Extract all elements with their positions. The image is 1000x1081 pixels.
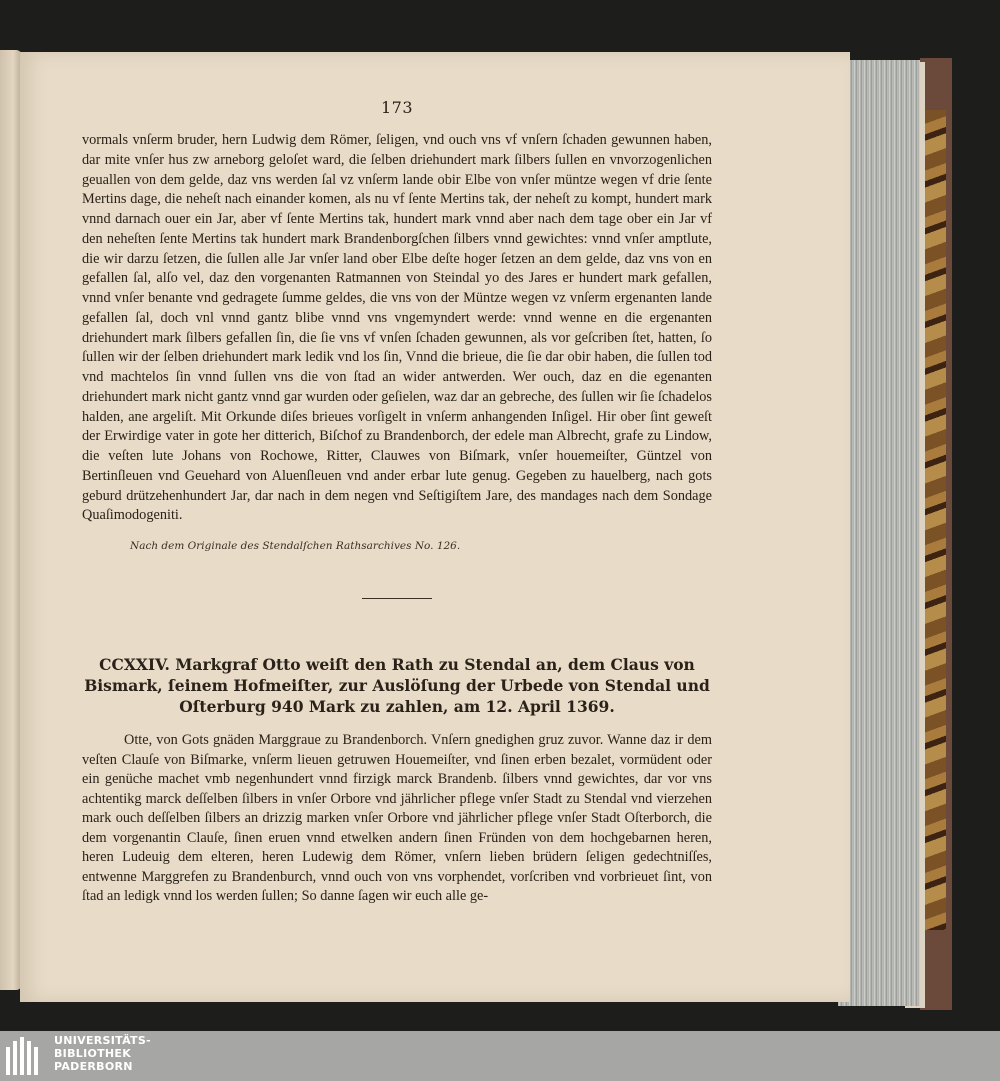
page-number: 173 xyxy=(380,98,414,117)
section-divider xyxy=(362,598,432,599)
library-name-line-3: PADERBORN xyxy=(54,1060,133,1073)
library-footer-bar xyxy=(0,1031,1000,1081)
library-name-line-2: BIBLIOTHEK xyxy=(54,1047,132,1060)
source-note: Nach dem Originale des Stendalſchen Rathsarchives No. 126. xyxy=(130,540,461,552)
marbled-edge xyxy=(922,110,946,930)
library-name xyxy=(54,1034,151,1073)
document-paragraph-2: Otte, von Gots gnäden Marggraue zu Brandenborch. Vnſern gnedighen gruz zuvor. Wanne daz ir dem veſten Clauſe von Biſmarke, vnſerm lieuen getruwen Houemeiſter, vnd ſinen erben bezalet, vormüdent oder ein genüche machet vmb negenhundert vnnd firzigk marck Brandenb. ſilbers vnnd gewichtes, dar vor vns achtentikg marck deſſelben ſilbers in vnſer Orbore vnd jährlicher pflege vnſer Stadt zu Stendal vnd vierzehen mark ouch deſſelben ſilbers an drizzig marken vnſer Orbore vnd jährlicher pflege vnſer Stadt Oſterborch, die dem vorgenantin Clauſe, ſinen eruen vnnd etwelken andern ſinen Fründen von dem hochgebarnen heren, heren Ludeuig dem elteren, heren Ludewig dem Römer, vnſern lieben brüdern ſeligen gedechtniſſes, entwenne Marggrefen zu Brandenburch, vnnd ouch von vns vorphendet, vorſcriben vnd vorbrieuet ſint, von ſtad an ledigk vnnd los werden ſullen; So danne ſagen wir euch alle ge- xyxy=(82,732,712,904)
library-logo-icon xyxy=(6,1037,44,1075)
document-heading: CCXXIV. Markgraf Otto weiſt den Rath zu Stendal an, dem Claus von Bismark, ſeinem Hofmeiſter, zur Auslöſung der Urbede von Stendal und Oſterburg 940 Mark zu zahlen, am 12. April 1369. xyxy=(84,655,710,716)
left-page-edge xyxy=(0,50,22,990)
page-stack-edges xyxy=(838,60,920,1006)
page-text-block xyxy=(82,98,712,907)
document-paragraph-1: vormals vnſerm bruder, hern Ludwig dem Römer, ſeligen, vnd ouch vns vf vnſern ſchaden gewunnen haben, dar mite vnſer hus zw arneborg geloſet ward, die ſelben driehundert mark ſilbers ſullen en vnvorzogenlichen geuallen von dem gelde, daz vns werden ſal vz vnſerm lande obir Elbe von vnſer müntze wegen vf drie ſente Mertins dage, die neheſt nach einander komen, als nu vf ſente Mertins tak, der neheſt zu kompt, hundert mark vnnd darnach ouer ein Jar, aber vf ſente Mertins tak, hundert mark vnnd aber nach dem tage ober ein Jar vf den neheſten ſente Mertins tak hundert mark Brandenborgſchen ſilbers vnnd gewichtes: vnnd vnſer amptlute, die wir darzu ſetzen, die ſullen alle Jar vnſer land ober Elbe deſte hoger ſetzen an dem gelde, daz vns von en gefallen ſal, alſo vel, daz den vorgenanten Ratmannen von Steindal yo des Jares er hundert mark gefallen, vnnd vnſer benante vnd gedragete ſumme geldes, die vns von der Müntze wegen vz vnſerm ergenanten lande gefallen ſal, doch vnl vnnd gantz blibe vnnd vns vngemyndert werde: vnnd wenne en die ergenanten driehundert mark ſilbers gefallen ſin, die ſie vns vf vnſen ſchaden gewunnen, als vor geſcriben ſtet, hatten, ſo ſullen wir der ſelben driehundert mark ledik vnd los ſin, Vnnd die brieue, die ſie dar obir haben, die ſullen tod vnd machtelos ſin vnnd ſullen vns die von ſtad an wider antwerden. Wer ouch, daz en die egenanten driehundert mark nicht gantz vnnd gar wurden oder geſielen, waz dar an gebreche, des ſullen wir ſie ſchadelos halden, ane argeliſt. Mit Orkunde diſes brieues vorſigelt in vnſerm anhangenden Inſigel. Hir ober ſint geweſt der Erwirdige vater in gote her ditterich, Biſchof zu Brandenborch, der edele man Albrecht, grafe zu Lindow, die veſten lute Johans von Rochowe, Ritter, Clauwes von Biſmark, vnſer houemeiſter, Güntzel von Bertinſleuen vnd Geuehard von Aluenſleuen vnd ander erbar lute genug. Gegeben zu hauelberg, nach gots geburd drützehenhundert Jar, dar nach in dem negen vnd Seſtigiſtem Jare, des mandages nach dem Sondage Quaſimodogeniti. xyxy=(82,132,712,524)
library-name-line-1: UNIVERSITÄTS- xyxy=(54,1034,151,1047)
